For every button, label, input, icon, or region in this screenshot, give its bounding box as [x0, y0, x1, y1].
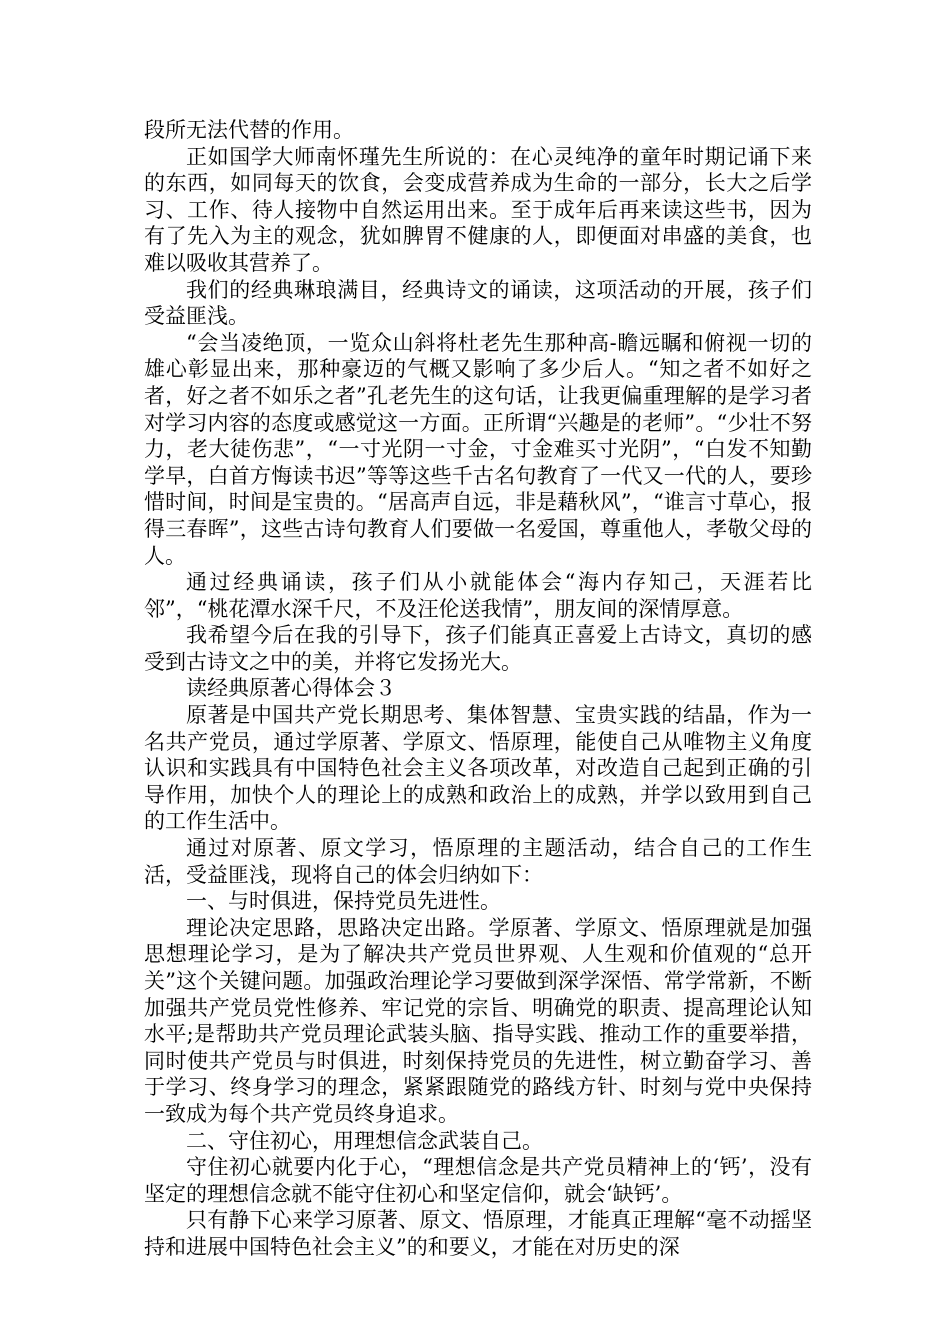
paragraph-summary-intro: 通过对原著、原文学习，悟原理的主题活动，结合自己的工作生活，受益匪浅，现将自己的体会归纳如下：: [144, 836, 812, 887]
paragraph-theory: 理论决定思路，思路决定出路。学原著、学原文、悟原理就是加强思想理论学习，是为了解决共产党员世界观、人生观和价值观的“总开关”这个关键问题。加强政治理论学习要做到深学深悟、常学常新，不断加强共产党员党性修养、牢记党的宗旨、明确党的职责、提高理论认知水平;是帮助共产党员理论武装头脑、指导实践、推动工作的重要举措，同时使共产党员与时俱进，时刻保持党员的先进性，树立勤奋学习、善于学习、终身学习的理念，紧紧跟随党的路线方针、时刻与党中央保持一致成为每个共产党员终身追求。: [144, 915, 812, 1126]
paragraph-hope: 我希望今后在我的引导下，孩子们能真正喜爱上古诗文，真切的感受到古诗文之中的美，并将它发扬光大。: [144, 623, 812, 674]
paragraph-nan-huaijin-quote: 正如国学大师南怀瑾先生所说的：在心灵纯净的童年时期记诵下来的东西，如同每天的饮食，会变成营养成为生命的一部分，长大之后学习、工作、待人接物中自然运用出来。至于成年后再来读这些书，因为有了先入为主的观念，犹如脾胃不健康的人，即便面对串盛的美食，也难以吸收其营养了。: [144, 144, 812, 275]
subheading-1: 一、与时俱进，保持党员先进性。: [186, 889, 501, 914]
paragraph-poem-quotes: “会当凌绝顶，一览众山斜将杜老先生那种高-瞻远瞩和俯视一切的雄心彰显出来，那种豪迈的气概又影响了多少后人。“知之者不如好之者，好之者不如乐之者”孔老先生的这句话，让我更偏重理解的是学习者对学习内容的态度或感觉这一方面。正所谓“兴趣是的老师”。“少壮不努力，老大徒伤悲”，“一寸光阴一寸金，寸金难买寸光阴”，“白发不知勤学早，白首方悔读书迟”等等这些千古名句教育了一代又一代的人，要珍惜时间，时间是宝贵的。“居高声自远，非是藉秋风”，“谁言寸草心，报得三春晖”，这些古诗句教育人们要做一名爱国，尊重他人，孝敬父母的人。: [144, 330, 812, 568]
subheading-2: 二、守住初心，用理想信念武装自己。: [186, 1128, 543, 1153]
paragraph-continuation: 段所无法代替的作用。: [144, 118, 354, 142]
paragraph-initial-heart: 守住初心就要内化于心，“理想信念是共产党员精神上的‘钙’，没有坚定的理想信念就不能守住初心和坚定信仰，就会‘缺钙’。: [144, 1155, 812, 1206]
paragraph-study-deeply: 只有静下心来学习原著、原文、悟原理，才能真正理解“毫不动摇坚持和进展中国特色社会主义”的和要义，才能在对历史的深: [144, 1208, 812, 1259]
paragraph-classics-abundant: 我们的经典琳琅满目，经典诗文的诵读，这项活动的开展，孩子们受益匪浅。: [144, 277, 812, 329]
section-heading-3: 读经典原著心得体会３: [186, 676, 396, 701]
paragraph-classic-recitation: 通过经典诵读，孩子们从小就能体会“海内存知己，天涯若比邻”，“桃花潭水深千尺，不及汪伦送我情”，朋友间的深情厚意。: [144, 570, 812, 621]
paragraph-original-works: 原著是中国共产党长期思考、集体智慧、宝贵实践的结晶，作为一名共产党员，通过学原著、学原文、悟原理，能使自己从唯物主义角度认识和实践具有中国特色社会主义各项改革，对改造自己起到正确的引导作用，加快个人的理论上的成熟和政治上的成熟，并学以致用到自己的工作生活中。: [144, 703, 812, 834]
document-page: [144, 117, 812, 1261]
